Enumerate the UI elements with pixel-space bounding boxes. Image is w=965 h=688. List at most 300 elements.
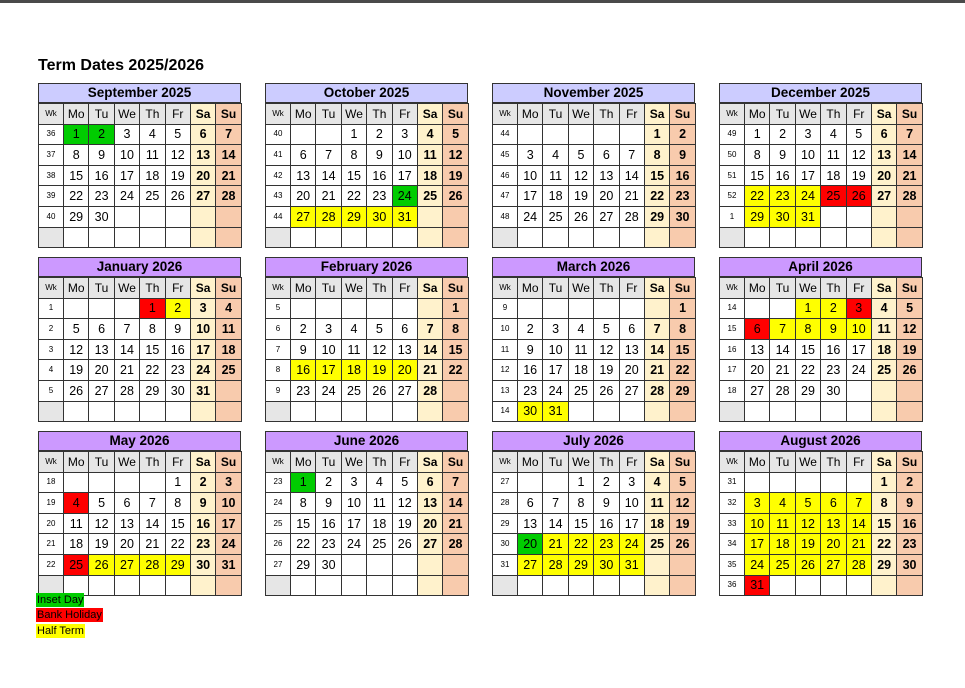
weekday-header: Su: [670, 278, 695, 299]
day-cell: 30: [518, 401, 543, 422]
week-row: [266, 124, 469, 145]
weekday-header: Wk: [39, 278, 64, 299]
day-cell: 9: [770, 145, 795, 166]
week-number: 35: [720, 554, 745, 575]
month-table: [38, 103, 242, 248]
day-cell: 24: [518, 206, 543, 227]
day-cell: 16: [594, 513, 619, 534]
week-number: 52: [720, 186, 745, 207]
weekday-header: Su: [670, 452, 695, 473]
weekday-header: Mo: [64, 452, 89, 473]
empty-day: [821, 575, 846, 596]
week-row: [720, 339, 923, 360]
day-cell: 29: [871, 554, 896, 575]
weekday-header: Sa: [644, 452, 669, 473]
day-cell: 17: [316, 360, 341, 381]
day-cell: 23: [897, 534, 922, 555]
day-cell: 10: [518, 165, 543, 186]
empty-day: [392, 227, 417, 248]
weekday-header: We: [795, 104, 820, 125]
month-title: December 2025: [719, 83, 922, 103]
day-cell: 24: [190, 360, 215, 381]
empty-day: [443, 227, 468, 248]
day-cell: 13: [291, 165, 316, 186]
empty-day: [140, 401, 165, 422]
weekday-header: Su: [443, 104, 468, 125]
day-cell: 26: [795, 554, 820, 575]
day-cell: 2: [89, 124, 114, 145]
day-cell: 5: [165, 124, 190, 145]
week-number: [720, 401, 745, 422]
week-number: 12: [493, 360, 518, 381]
week-row: [493, 401, 696, 422]
day-cell: 18: [341, 360, 366, 381]
day-cell: 16: [518, 360, 543, 381]
week-row: [266, 401, 469, 422]
empty-day: [216, 401, 241, 422]
day-cell: 25: [821, 186, 846, 207]
week-number: 43: [266, 186, 291, 207]
day-cell: 13: [417, 493, 442, 514]
day-cell: 17: [795, 165, 820, 186]
weekday-header: Mo: [745, 278, 770, 299]
empty-day: [443, 575, 468, 596]
week-row: [720, 298, 923, 319]
week-row: [493, 124, 696, 145]
day-cell: 16: [897, 513, 922, 534]
week-number: 27: [493, 472, 518, 493]
day-cell: 19: [165, 165, 190, 186]
day-cell: 5: [367, 319, 392, 340]
day-cell: 18: [417, 165, 442, 186]
empty-day: [821, 401, 846, 422]
week-number: 31: [493, 554, 518, 575]
weekday-header: Mo: [291, 278, 316, 299]
day-cell: 1: [140, 298, 165, 319]
empty-day: [114, 227, 139, 248]
empty-day: [291, 124, 316, 145]
week-row: [493, 575, 696, 596]
empty-day: [190, 401, 215, 422]
weekday-header: Fr: [392, 452, 417, 473]
day-cell: 10: [190, 319, 215, 340]
day-cell: 15: [443, 339, 468, 360]
weekday-header: Su: [216, 104, 241, 125]
empty-day: [568, 124, 593, 145]
day-cell: 6: [871, 124, 896, 145]
empty-day: [114, 401, 139, 422]
week-number: 40: [266, 124, 291, 145]
day-cell: 12: [165, 145, 190, 166]
day-cell: 26: [670, 534, 695, 555]
day-cell: 20: [518, 534, 543, 555]
day-cell: 21: [216, 165, 241, 186]
week-row: [720, 534, 923, 555]
week-number: 44: [266, 206, 291, 227]
weekday-header: Su: [897, 104, 922, 125]
day-cell: 14: [316, 165, 341, 186]
empty-day: [770, 401, 795, 422]
day-cell: 18: [644, 513, 669, 534]
weekday-header: We: [114, 278, 139, 299]
day-cell: 23: [367, 186, 392, 207]
day-cell: 24: [745, 554, 770, 575]
weekday-header-row: [493, 452, 696, 473]
week-row: [266, 534, 469, 555]
day-cell: 7: [770, 319, 795, 340]
day-cell: 28: [417, 380, 442, 401]
day-cell: 18: [367, 513, 392, 534]
week-row: [266, 554, 469, 575]
month-table: [265, 451, 469, 596]
day-cell: 3: [316, 319, 341, 340]
week-number: 14: [493, 401, 518, 422]
weekday-header: Fr: [165, 278, 190, 299]
empty-day: [745, 401, 770, 422]
day-cell: 12: [64, 339, 89, 360]
day-cell: 6: [114, 493, 139, 514]
day-cell: 7: [443, 472, 468, 493]
day-cell: 19: [795, 534, 820, 555]
week-number: 33: [720, 513, 745, 534]
week-number: 1: [39, 298, 64, 319]
week-number: 31: [720, 472, 745, 493]
weekday-header: Sa: [417, 278, 442, 299]
month-january-2026: [38, 257, 241, 422]
empty-day: [543, 472, 568, 493]
day-cell: 9: [291, 339, 316, 360]
empty-day: [165, 401, 190, 422]
day-cell: 19: [897, 339, 922, 360]
day-cell: 24: [392, 186, 417, 207]
month-november-2025: [492, 83, 695, 248]
day-cell: 22: [165, 534, 190, 555]
month-table: [265, 277, 469, 422]
week-number: 21: [39, 534, 64, 555]
day-cell: 12: [795, 513, 820, 534]
day-cell: 13: [745, 339, 770, 360]
weekday-header: Fr: [846, 452, 871, 473]
week-number: 17: [720, 360, 745, 381]
day-cell: 5: [568, 145, 593, 166]
day-cell: 7: [114, 319, 139, 340]
weekday-header-row: [720, 278, 923, 299]
weekday-header: Th: [594, 104, 619, 125]
day-cell: 14: [443, 493, 468, 514]
weekday-header-row: [266, 452, 469, 473]
empty-day: [417, 401, 442, 422]
week-number: 9: [266, 380, 291, 401]
day-cell: 4: [64, 493, 89, 514]
week-number: 48: [493, 206, 518, 227]
empty-day: [114, 206, 139, 227]
page-title: Term Dates 2025/2026: [38, 57, 205, 74]
day-cell: 27: [821, 554, 846, 575]
day-cell: 5: [64, 319, 89, 340]
day-cell: 24: [114, 186, 139, 207]
weekday-header: Fr: [619, 452, 644, 473]
empty-day: [871, 380, 896, 401]
month-table: [719, 451, 923, 596]
day-cell: 23: [670, 186, 695, 207]
empty-day: [367, 401, 392, 422]
week-row: [493, 493, 696, 514]
weekday-header: Sa: [644, 104, 669, 125]
empty-day: [619, 124, 644, 145]
day-cell: 28: [443, 534, 468, 555]
day-cell: 6: [518, 493, 543, 514]
week-number: 49: [720, 124, 745, 145]
day-cell: 6: [417, 472, 442, 493]
day-cell: 12: [670, 493, 695, 514]
day-cell: 14: [770, 339, 795, 360]
week-row: [266, 227, 469, 248]
week-row: [493, 319, 696, 340]
weekday-header: Th: [367, 278, 392, 299]
weekday-header: Su: [443, 278, 468, 299]
weekday-header: We: [341, 278, 366, 299]
week-number: 46: [493, 165, 518, 186]
day-cell: 22: [795, 360, 820, 381]
day-cell: 11: [341, 339, 366, 360]
day-cell: 7: [846, 493, 871, 514]
week-number: 37: [39, 145, 64, 166]
day-cell: 3: [341, 472, 366, 493]
week-number: 39: [39, 186, 64, 207]
empty-day: [670, 554, 695, 575]
day-cell: 11: [64, 513, 89, 534]
day-cell: 11: [871, 319, 896, 340]
day-cell: 19: [568, 186, 593, 207]
week-number: 26: [266, 534, 291, 555]
empty-day: [594, 227, 619, 248]
day-cell: 4: [821, 124, 846, 145]
week-row: [39, 472, 242, 493]
day-cell: 30: [770, 206, 795, 227]
day-cell: 3: [795, 124, 820, 145]
day-cell: 3: [114, 124, 139, 145]
day-cell: 27: [190, 186, 215, 207]
week-number: [266, 401, 291, 422]
weekday-header: Th: [140, 278, 165, 299]
day-cell: 24: [846, 360, 871, 381]
empty-day: [291, 227, 316, 248]
day-cell: 23: [291, 380, 316, 401]
empty-day: [443, 401, 468, 422]
month-title: May 2026: [38, 431, 241, 451]
day-cell: 14: [543, 513, 568, 534]
weekday-header-row: [39, 104, 242, 125]
weekday-header: Tu: [316, 452, 341, 473]
week-number: 2: [39, 319, 64, 340]
day-cell: 4: [543, 145, 568, 166]
day-cell: 8: [745, 145, 770, 166]
day-cell: 9: [316, 493, 341, 514]
week-number: 11: [493, 339, 518, 360]
day-cell: 8: [165, 493, 190, 514]
weekday-header: Sa: [190, 104, 215, 125]
weekday-header-row: [493, 104, 696, 125]
day-cell: 22: [670, 360, 695, 381]
week-number: 28: [493, 493, 518, 514]
empty-day: [64, 472, 89, 493]
month-august-2026: [719, 431, 922, 596]
week-number: 24: [266, 493, 291, 514]
day-cell: 30: [821, 380, 846, 401]
day-cell: 25: [341, 380, 366, 401]
day-cell: 1: [795, 298, 820, 319]
day-cell: 3: [518, 145, 543, 166]
day-cell: 10: [846, 319, 871, 340]
day-cell: 1: [568, 472, 593, 493]
day-cell: 28: [140, 554, 165, 575]
day-cell: 29: [64, 206, 89, 227]
weekday-header: Mo: [518, 104, 543, 125]
day-cell: 25: [216, 360, 241, 381]
empty-day: [871, 227, 896, 248]
week-row: [39, 360, 242, 381]
day-cell: 6: [190, 124, 215, 145]
empty-day: [644, 298, 669, 319]
week-number: 40: [39, 206, 64, 227]
day-cell: 6: [619, 319, 644, 340]
day-cell: 17: [216, 513, 241, 534]
day-cell: 9: [518, 339, 543, 360]
empty-day: [291, 401, 316, 422]
day-cell: 8: [644, 145, 669, 166]
day-cell: 26: [165, 186, 190, 207]
empty-day: [644, 227, 669, 248]
day-cell: 12: [568, 165, 593, 186]
empty-day: [568, 401, 593, 422]
day-cell: 17: [392, 165, 417, 186]
weekday-header: We: [795, 452, 820, 473]
day-cell: 17: [518, 186, 543, 207]
empty-day: [89, 298, 114, 319]
week-number: 44: [493, 124, 518, 145]
weekday-header: Sa: [190, 452, 215, 473]
day-cell: 6: [821, 493, 846, 514]
day-cell: 21: [443, 513, 468, 534]
day-cell: 24: [795, 186, 820, 207]
day-cell: 9: [165, 319, 190, 340]
week-row: [493, 165, 696, 186]
empty-day: [392, 554, 417, 575]
day-cell: 6: [392, 319, 417, 340]
weekday-header: We: [568, 452, 593, 473]
empty-day: [291, 298, 316, 319]
empty-day: [190, 575, 215, 596]
day-cell: 16: [316, 513, 341, 534]
day-cell: 11: [568, 339, 593, 360]
empty-day: [392, 575, 417, 596]
week-number: 16: [720, 339, 745, 360]
day-cell: 28: [543, 554, 568, 575]
day-cell: 6: [594, 145, 619, 166]
month-title: August 2026: [719, 431, 922, 451]
week-number: 25: [266, 513, 291, 534]
week-number: 5: [39, 380, 64, 401]
day-cell: 19: [89, 534, 114, 555]
empty-day: [417, 298, 442, 319]
empty-day: [114, 575, 139, 596]
month-table: [38, 277, 242, 422]
day-cell: 3: [392, 124, 417, 145]
week-row: [720, 319, 923, 340]
day-cell: 22: [341, 186, 366, 207]
empty-day: [89, 575, 114, 596]
weekday-header: Tu: [770, 104, 795, 125]
day-cell: 17: [745, 534, 770, 555]
empty-day: [846, 401, 871, 422]
day-cell: 23: [165, 360, 190, 381]
empty-day: [871, 575, 896, 596]
day-cell: 26: [89, 554, 114, 575]
month-title: March 2026: [492, 257, 695, 277]
day-cell: 29: [568, 554, 593, 575]
day-cell: 10: [745, 513, 770, 534]
week-row: [39, 124, 242, 145]
day-cell: 15: [670, 339, 695, 360]
empty-day: [568, 575, 593, 596]
weekday-header: We: [568, 104, 593, 125]
week-number: 3: [39, 339, 64, 360]
weekday-header: Su: [216, 278, 241, 299]
empty-day: [316, 401, 341, 422]
day-cell: 8: [871, 493, 896, 514]
empty-day: [543, 227, 568, 248]
day-cell: 31: [543, 401, 568, 422]
week-row: [493, 145, 696, 166]
day-cell: 11: [216, 319, 241, 340]
weekday-header: Th: [821, 278, 846, 299]
day-cell: 1: [745, 124, 770, 145]
month-title: June 2026: [265, 431, 468, 451]
day-cell: 14: [897, 145, 922, 166]
week-row: [720, 165, 923, 186]
day-cell: 24: [316, 380, 341, 401]
day-cell: 29: [140, 380, 165, 401]
day-cell: 5: [897, 298, 922, 319]
day-cell: 4: [770, 493, 795, 514]
empty-day: [140, 575, 165, 596]
empty-day: [770, 575, 795, 596]
week-number: 34: [720, 534, 745, 555]
month-july-2026: [492, 431, 695, 596]
empty-day: [670, 227, 695, 248]
week-number: 6: [266, 319, 291, 340]
month-table: [719, 277, 923, 422]
day-cell: 16: [89, 165, 114, 186]
day-cell: 27: [871, 186, 896, 207]
week-row: [266, 165, 469, 186]
month-april-2026: [719, 257, 922, 422]
week-number: 5: [266, 298, 291, 319]
day-cell: 24: [341, 534, 366, 555]
day-cell: 13: [518, 513, 543, 534]
empty-day: [670, 401, 695, 422]
empty-day: [568, 298, 593, 319]
day-cell: 14: [417, 339, 442, 360]
day-cell: 27: [392, 380, 417, 401]
day-cell: 17: [543, 360, 568, 381]
day-cell: 28: [897, 186, 922, 207]
empty-day: [770, 298, 795, 319]
day-cell: 2: [821, 298, 846, 319]
day-cell: 24: [543, 380, 568, 401]
week-number: 18: [720, 380, 745, 401]
day-cell: 25: [367, 534, 392, 555]
